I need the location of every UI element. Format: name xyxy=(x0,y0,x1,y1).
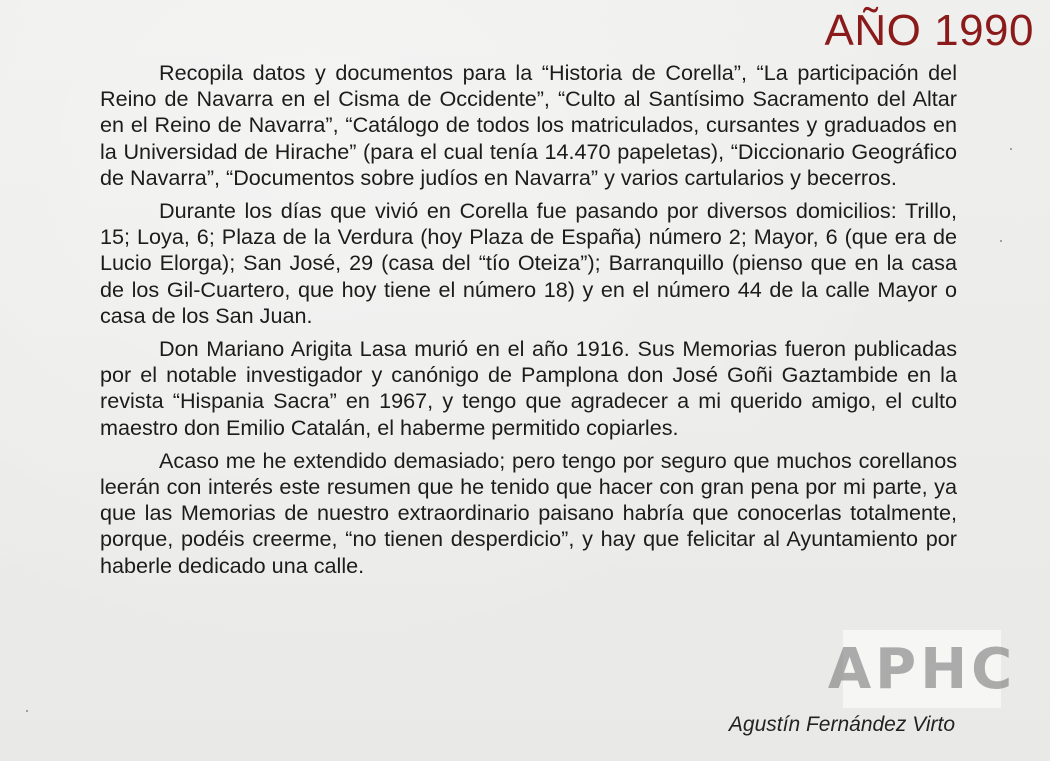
paper-speck xyxy=(1000,240,1002,242)
body-text xyxy=(100,60,957,586)
year-heading: AÑO 1990 xyxy=(824,6,1034,55)
paragraph-2: Durante los días que vivió en Corella fue pasando por diversos domicilios: Trillo, 15; Loya, 6; Plaza de la Verdura (hoy Plaza de España) número 2; Mayor, 6 (que era de Lucio Elorga); San José, 29 (casa del “tío Oteiza”); Barranquillo (pienso que en la casa de los Gil-Cuartero, que hoy tiene el número 18) y en el número 44 de la calle Mayor o casa de los San Juan. xyxy=(100,198,957,328)
paper-speck xyxy=(26,710,28,712)
aphc-watermark xyxy=(827,630,1017,708)
author-signature: Agustín Fernández Virto xyxy=(728,713,955,736)
paragraph-3: Don Mariano Arigita Lasa murió en el año 1916. Sus Memorias fueron publicadas por el notable investigador y canónigo de Pamplona don José Goñi Gaztambide en la revista “Hispania Sacra” en 1967, y tengo que agradecer a mi querido amigo, el culto maestro don Emilio Catalán, el haberme permitido copiarles. xyxy=(100,336,957,440)
paragraph-1: Recopila datos y documentos para la “Historia de Corella”, “La participación del Reino de Navarra en el Cisma de Occidente”, “Culto al Santísimo Sacramento del Altar en el Reino de Navarra”, “Catálogo de todos los matriculados, cursantes y graduados en la Universidad de Hirache” (para el cual tenía 14.470 papeletas), “Diccionario Geográfico de Navarra”, “Documentos sobre judíos en Navarra” y varios cartularios y becerros. xyxy=(100,60,957,190)
paragraph-4: Acaso me he extendido demasiado; pero tengo por seguro que muchos corellanos leerán con interés este resumen que he tenido que hacer con gran pena por mi parte, ya que las Memorias de nuestro extraordinario paisano habría que conocerlas totalmente, porque, podéis creerme, “no tienen desperdicio”, y hay que felicitar al Ayuntamiento por haberle dedicado una calle. xyxy=(100,447,957,578)
paper-speck xyxy=(1010,148,1012,150)
watermark-text: APHC xyxy=(827,636,1017,702)
